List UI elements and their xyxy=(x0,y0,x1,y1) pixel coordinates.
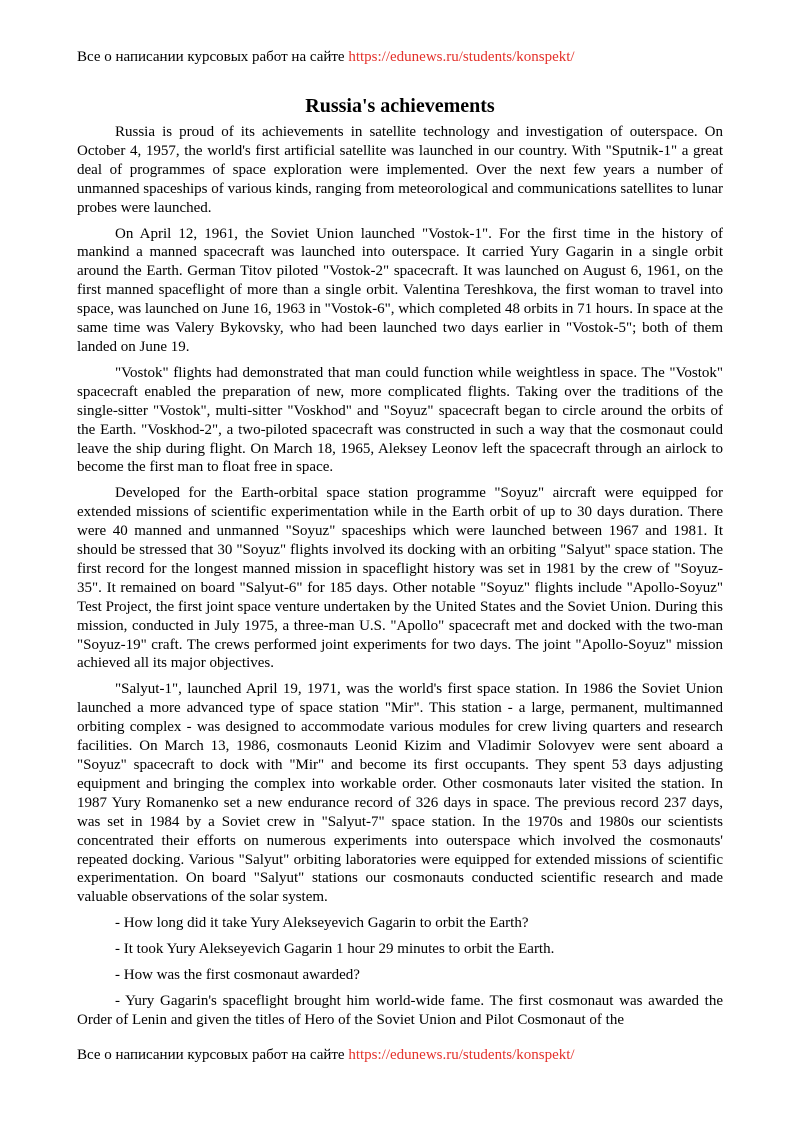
footer-link[interactable]: https://edunews.ru/students/konspekt/ xyxy=(348,1047,575,1063)
header-text: Все о написании курсовых работ на сайте xyxy=(77,49,349,65)
paragraph: "Salyut-1", launched April 19, 1971, was the world's first space station. In 1986 the Soviet Union launched a more advanced type of space station "Mir". This station - a large, permanent, multimanned orbiting complex - was designed to accommodate various modules for crew living quarters and research facilities. On March 13, 1986, cosmonauts Leonid Kizim and Vladimir Solovyev were sent aboard a "Soyuz" spacecraft to dock with "Mir" and become its first occupants. They spent 53 days adjusting equipment and bringing the complex into workable order. Other cosmonauts later visited the station. In 1987 Yury Romanenko set a new endurance record of 326 days in space. The previous record 237 days, was set in 1984 by a Soviet crew in "Salyut-7" space station. In the 1970s and 1980s our scientists concentrated their efforts on numerous experiments into outerspace which involved the cosmonauts' repeated docking. Various "Salyut" orbiting laboratories were equipped for extended missions of scientific experimentation. On board "Salyut" stations our cosmonauts conducted scientific research and made valuable observations of the solar system. xyxy=(77,681,723,906)
page-header xyxy=(77,47,575,67)
paragraph: Developed for the Earth-orbital space station programme "Soyuz" aircraft were equipped for extended missions of scientific experimentation while in the Earth orbit of up to 30 days duration. There were 40 manned and unmanned "Soyuz" spaceships which were launched between 1967 and 1981. It should be stressed that 30 "Soyuz" flights involved its docking with an orbiting "Salyut" space station. The first record for the longest manned mission in spaceflight history was set in 1981 by the crew of "Soyuz-35". It remained on board "Salyut-6" for 185 days. Other notable "Soyuz" flights include "Apollo-Soyuz" Test Project, the first joint space venture undertaken by the United States and the Soviet Union. During this mission, conducted in July 1975, a three-man U.S. "Apollo" spacecraft met and docked with the two-man "Soyuz-19" craft. The crews performed joint experiments for two days. The joint "Apollo-Soyuz" mission achieved all its major objectives. xyxy=(77,485,723,672)
paragraph: "Vostok" flights had demonstrated that man could function while weightless in space. The "Vostok" spacecraft enabled the preparation of new, more complicated flights. Taking over the traditions of the single-sitter "Vostok", multi-sitter "Voskhod" and "Soyuz" spacecraft began to circle around the orbits of the Earth. "Voskhod-2", a two-piloted spacecraft was constructed in such a way that the cosmonaut could leave the ship during flight. On March 18, 1965, Aleksey Leonov left the spacecraft through an airlock to become the first man to float free in space. xyxy=(77,364,723,476)
document-body xyxy=(77,93,723,1037)
page-footer xyxy=(77,1045,575,1065)
header-link[interactable]: https://edunews.ru/students/konspekt/ xyxy=(348,49,575,65)
dialogue-line: - It took Yury Alekseyevich Gagarin 1 hour 29 minutes to orbit the Earth. xyxy=(115,941,555,958)
paragraph: Russia is proud of its achievements in satellite technology and investigation of outerspace. On October 4, 1957, the world's first artificial satellite was launched in our country. With "Sputnik-1" a great deal of programmes of space exploration were implemented. Over the next few years a number of unmanned spaceships of various kinds, ranging from meteorological and communications satellites to lunar probes were launched. xyxy=(77,124,723,216)
footer-text: Все о написании курсовых работ на сайте xyxy=(77,1047,349,1063)
paragraph: On April 12, 1961, the Soviet Union launched "Vostok-1". For the first time in the history of mankind a manned spacecraft was launched into outerspace. It carried Yury Gagarin in a single orbit around the Earth. German Titov piloted "Vostok-2" spacecraft. It was launched on August 6, 1961, on the first manned spaceflight of more than a single orbit. Valentina Tereshkova, the first woman to travel into space, was launched on June 16, 1963 in "Vostok-6", which completed 48 orbits in 71 hours. In space at the same time was Valery Bykovsky, who had been launched two days earlier in "Vostok-5"; both of them landed on June 19. xyxy=(77,225,723,355)
dialogue-line: - How was the first cosmonaut awarded? xyxy=(115,967,360,984)
dialogue-line: - Yury Gagarin's spaceflight brought him world-wide fame. The first cosmonaut was awarded the Order of Lenin and given the titles of Hero of the Soviet Union and Pilot Cosmonaut of the xyxy=(77,992,723,1028)
document-title: Russia's achievements xyxy=(305,95,495,117)
dialogue-line: - How long did it take Yury Alekseyevich Gagarin to orbit the Earth? xyxy=(115,915,529,932)
